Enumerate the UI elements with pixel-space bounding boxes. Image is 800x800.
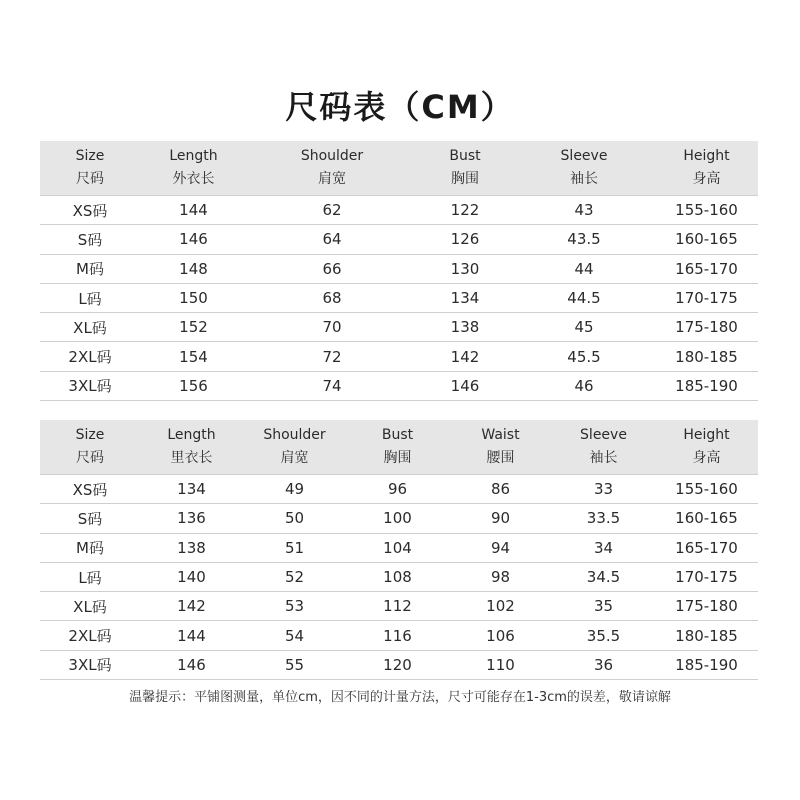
table-cell: 46 — [574, 376, 594, 395]
table-cell: M码 — [76, 539, 104, 558]
table-cell: 120 — [383, 655, 412, 674]
header-label-zh: 腰围 — [486, 450, 515, 466]
table-row — [40, 651, 758, 680]
header-label-en: Shoulder — [300, 148, 364, 164]
table-cell: 33.5 — [586, 509, 621, 528]
table-cell: S码 — [77, 509, 103, 528]
size-table-inner — [40, 420, 758, 680]
table-cell: 43.5 — [567, 230, 601, 249]
table-cell: 72 — [322, 347, 342, 366]
header-label-zh: 尺码 — [76, 171, 104, 187]
header-label-zh: 胸围 — [451, 171, 479, 187]
table-cell: 160-165 — [675, 509, 738, 528]
table-cell: 102 — [486, 597, 515, 616]
table-cell: 152 — [179, 318, 208, 337]
table-cell: 104 — [383, 538, 412, 557]
table-row — [40, 284, 758, 313]
header-label-en: Height — [683, 427, 730, 443]
table-cell: 144 — [177, 626, 206, 645]
table-cell: 51 — [284, 538, 305, 557]
table-cell: 142 — [177, 597, 206, 616]
size-table-outer — [40, 141, 758, 401]
table-cell: 74 — [322, 376, 342, 395]
table-cell: XS码 — [72, 201, 108, 220]
table-cell: 36 — [593, 655, 614, 674]
header-cell — [247, 141, 417, 195]
table-cell: 148 — [179, 259, 208, 278]
header-label-zh: 袖长 — [570, 171, 598, 187]
table-cell: 66 — [322, 259, 342, 278]
header-cell — [449, 420, 552, 474]
table-cell: 62 — [322, 201, 342, 220]
header-label-en: Waist — [481, 427, 520, 443]
table-cell: 98 — [490, 568, 511, 587]
table-cell: 185-190 — [675, 376, 738, 395]
table-cell: 160-165 — [675, 230, 738, 249]
table-cell: 144 — [179, 201, 208, 220]
table-cell: 156 — [179, 376, 208, 395]
table-row — [40, 563, 758, 592]
header-label-zh: 里衣长 — [170, 450, 213, 466]
table-cell: 33 — [593, 480, 614, 499]
header-cell — [513, 141, 655, 195]
measurement-note: 温馨提示：平铺图测量，单位cm，因不同的计量方法，尺寸可能存在1-3cm的误差，敬请谅解 — [129, 690, 671, 705]
header-cell — [40, 141, 140, 195]
table-cell: 150 — [179, 289, 208, 308]
table-row — [40, 592, 758, 621]
table-row — [40, 342, 758, 371]
table-cell: 146 — [450, 376, 480, 395]
table-cell: L码 — [78, 289, 102, 308]
table-row — [40, 196, 758, 225]
table-cell: 112 — [383, 597, 412, 616]
table-cell: 154 — [179, 347, 208, 366]
table-row — [40, 621, 758, 650]
table-cell: 146 — [179, 230, 208, 249]
table-header — [40, 420, 758, 475]
header-label-en: Sleeve — [580, 427, 627, 443]
table-cell: 165-170 — [675, 259, 738, 278]
table-cell: 142 — [450, 347, 480, 366]
header-cell — [140, 420, 243, 474]
header-label-zh: 肩宽 — [280, 450, 309, 466]
table-cell: 86 — [490, 480, 511, 499]
header-cell — [655, 141, 758, 195]
table-cell: 96 — [387, 480, 408, 499]
table-cell: L码 — [78, 568, 102, 587]
table-cell: 50 — [284, 509, 305, 528]
header-label-zh: 身高 — [692, 171, 721, 187]
header-label-zh: 外衣长 — [172, 171, 215, 187]
table-cell: 45 — [574, 318, 594, 337]
table-cell: 140 — [177, 568, 206, 587]
table-row — [40, 255, 758, 284]
header-label-zh: 身高 — [692, 450, 721, 466]
table-cell: 138 — [450, 318, 480, 337]
header-label-en: Bust — [449, 148, 481, 164]
header-label-en: Bust — [381, 427, 414, 443]
table-cell: 138 — [177, 538, 206, 557]
table-cell: 94 — [490, 538, 511, 557]
table-cell: 130 — [450, 259, 480, 278]
table-cell: 134 — [450, 289, 480, 308]
table-cell: 35.5 — [586, 626, 621, 645]
table-cell: 34 — [593, 538, 614, 557]
table-cell: 146 — [177, 655, 206, 674]
table-cell: XS码 — [72, 480, 108, 499]
header-label-zh: 尺码 — [76, 450, 104, 466]
table-cell: M码 — [76, 260, 104, 279]
header-cell — [346, 420, 449, 474]
table-cell: XL码 — [73, 597, 107, 616]
header-cell — [243, 420, 346, 474]
table-cell: 49 — [284, 480, 305, 499]
table-cell: 106 — [486, 626, 515, 645]
page-title: 尺码表（CM） — [285, 88, 515, 126]
header-label-en: Size — [75, 427, 105, 443]
table-cell: 3XL码 — [68, 656, 112, 675]
table-cell: 90 — [490, 509, 511, 528]
header-cell — [417, 141, 513, 195]
table-cell: 100 — [383, 509, 412, 528]
table-cell: 126 — [450, 230, 480, 249]
table-body — [40, 196, 758, 401]
table-cell: 52 — [284, 568, 305, 587]
table-cell: 54 — [284, 626, 305, 645]
table-cell: 155-160 — [675, 480, 738, 499]
table-cell: XL码 — [73, 318, 107, 337]
table-cell: 155-160 — [675, 201, 738, 220]
table-cell: 180-185 — [675, 347, 738, 366]
header-label-en: Length — [167, 427, 216, 443]
header-label-en: Length — [169, 148, 218, 164]
table-cell: 55 — [284, 655, 305, 674]
table-cell: 185-190 — [675, 655, 738, 674]
table-cell: 53 — [284, 597, 305, 616]
table-row — [40, 372, 758, 401]
table-cell: 45.5 — [567, 347, 601, 366]
table-cell: 175-180 — [675, 597, 738, 616]
table-cell: 70 — [322, 318, 342, 337]
table-cell: 2XL码 — [68, 348, 112, 367]
table-cell: 34.5 — [586, 568, 621, 587]
table-cell: 68 — [322, 289, 342, 308]
header-label-en: Height — [683, 148, 730, 164]
table-header — [40, 141, 758, 196]
table-cell: 175-180 — [675, 318, 738, 337]
table-cell: 170-175 — [675, 289, 738, 308]
table-cell: 43 — [574, 201, 594, 220]
table-cell: 110 — [486, 655, 515, 674]
table-body — [40, 475, 758, 680]
table-cell: 116 — [383, 626, 412, 645]
header-label-en: Size — [75, 148, 105, 164]
table-row — [40, 504, 758, 533]
table-cell: 3XL码 — [68, 377, 112, 396]
header-label-zh: 袖长 — [589, 450, 618, 466]
table-cell: 2XL码 — [68, 627, 112, 646]
table-cell: 165-170 — [675, 538, 738, 557]
table-cell: 134 — [177, 480, 206, 499]
table-cell: S码 — [77, 230, 103, 249]
header-cell — [140, 141, 247, 195]
header-cell — [552, 420, 655, 474]
table-cell: 122 — [450, 201, 480, 220]
table-cell: 170-175 — [675, 568, 738, 587]
header-cell — [655, 420, 758, 474]
table-cell: 180-185 — [675, 626, 738, 645]
header-label-zh: 肩宽 — [318, 171, 346, 187]
header-label-en: Shoulder — [263, 427, 326, 443]
header-cell — [40, 420, 140, 474]
table-row — [40, 534, 758, 563]
table-cell: 44 — [574, 259, 594, 278]
table-cell: 44.5 — [567, 289, 601, 308]
table-row — [40, 475, 758, 504]
table-cell: 108 — [383, 568, 412, 587]
table-row — [40, 313, 758, 342]
table-cell: 35 — [593, 597, 614, 616]
header-label-en: Sleeve — [560, 148, 608, 164]
header-label-zh: 胸围 — [383, 450, 412, 466]
table-cell: 136 — [177, 509, 206, 528]
table-cell: 64 — [322, 230, 342, 249]
table-row — [40, 225, 758, 254]
